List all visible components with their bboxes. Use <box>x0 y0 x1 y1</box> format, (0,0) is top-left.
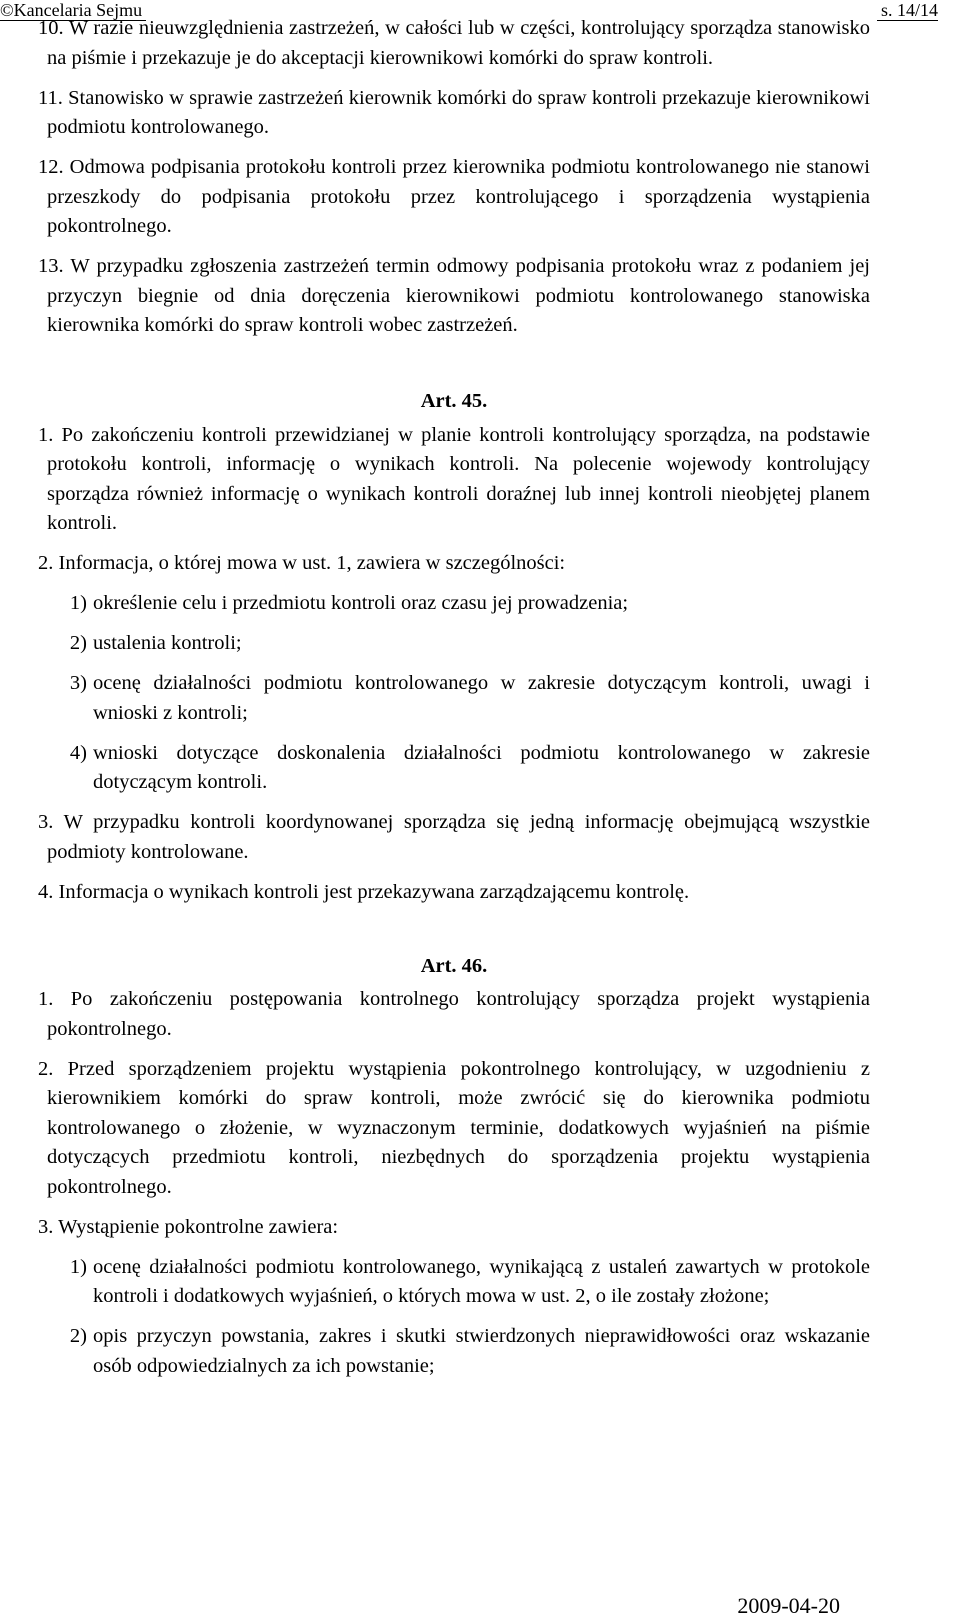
art46-paragraph-3: 3. Wystąpienie pokontrolne zawiera: <box>38 1215 339 1238</box>
art46-list-item-2: 2) opis przyczyn powstania, zakres i skutki stwierdzonych nieprawidłowości oraz wskazanie osób odpowiedzialnych za ich powstanie; <box>69 1325 870 1377</box>
article-46-heading: Art. 46. <box>420 954 488 977</box>
art46-paragraph-1: 1. Po zakończeniu postępowania kontrolnego kontrolujący sporządza projekt wystąpienia pokontrolnego. <box>38 988 870 1040</box>
art45-paragraph-3: 3. W przypadku kontroli koordynowanej sporządza się jedną informację obejmującą wszystkie podmioty kontrolowane. <box>38 811 870 863</box>
paragraph-11: 11. Stanowisko w sprawie zastrzeżeń kierownik komórki do spraw kontroli przekazuje kierownikowi podmiotu kontrolowanego. <box>38 86 870 138</box>
art46-paragraph-2: 2. Przed sporządzeniem projektu wystąpienia pokontrolnego kontrolujący, w uzgodnieniu z kierownikiem komórki do spraw kontroli, może zwrócić się do kierownika podmiotu kontrolowanego o złożenie, w wyznaczonym terminie, dodatkowych wyjaśnień na piśmie dotyczących przedmiotu kontroli, niezbędnych do sporządzenia projektu wystąpienia pokontrolnego. <box>38 1057 870 1198</box>
art45-list-item-3: 3) ocenę działalności podmiotu kontrolowanego w zakresie dotyczącym kontroli, uwagi i wnioski z kontroli; <box>69 672 870 724</box>
paragraph-10: 10. W razie nieuwzględnienia zastrzeżeń, w całości lub w części, kontrolujący sporządza stanowisko na piśmie i przekazuje je do akceptacji kierownikowi komórki do spraw kontroli. <box>38 17 870 69</box>
header-publisher: ©Kancelaria Sejmu <box>0 0 146 21</box>
art45-paragraph-4: 4. Informacja o wynikach kontroli jest przekazywana zarządzającemu kontrolę. <box>38 880 690 903</box>
footer-date: 2009-04-20 <box>737 1593 840 1618</box>
art45-list-item-1: 1) określenie celu i przedmiotu kontroli oraz czasu jej prowadzenia; <box>69 592 629 614</box>
paragraph-12: 12. Odmowa podpisania protokołu kontroli przez kierownika podmiotu kontrolowanego nie stanowi przeszkody do podpisania protokołu przez kontrolującego i sporządzenia wystąpienia pokontrolnego. <box>38 156 870 237</box>
art45-paragraph-2: 2. Informacja, o której mowa w ust. 1, zawiera w szczególności: <box>38 552 566 574</box>
article-45-heading: Art. 45. <box>420 390 488 412</box>
document-body <box>38 14 870 1392</box>
art46-list-item-1: 1) ocenę działalności podmiotu kontrolowanego, wynikającą z ustaleń zawartych w protokole kontroli i dodatkowych wyjaśnień, o których mowa w ust. 2, o ile zostały złożone; <box>69 1255 870 1307</box>
art45-paragraph-1: 1. Po zakończeniu kontroli przewidzianej w planie kontroli kontrolujący sporządza, na podstawie protokołu kontroli, informację o wynikach kontroli. Na polecenie wojewody kontrolujący sporządza również informację o wynikach kontroli doraźnej lub innej kontroli nieobjętej planem kontroli. <box>38 423 870 534</box>
art45-list-item-4: 4) wnioski dotyczące doskonalenia działalności podmiotu kontrolowanego w zakresie dotyczącym kontroli. <box>69 741 870 793</box>
header-page-number: s. 14/14 <box>877 0 938 21</box>
art45-list-item-2: 2) ustalenia kontroli; <box>69 632 242 654</box>
paragraph-13: 13. W przypadku zgłoszenia zastrzeżeń termin odmowy podpisania protokołu wraz z podaniem jej przyczyn biegnie od dnia doręczenia kierownikowi podmiotu kontrolowanego stanowiska kierownika komórki do spraw kontroli wobec zastrzeżeń. <box>38 255 870 336</box>
